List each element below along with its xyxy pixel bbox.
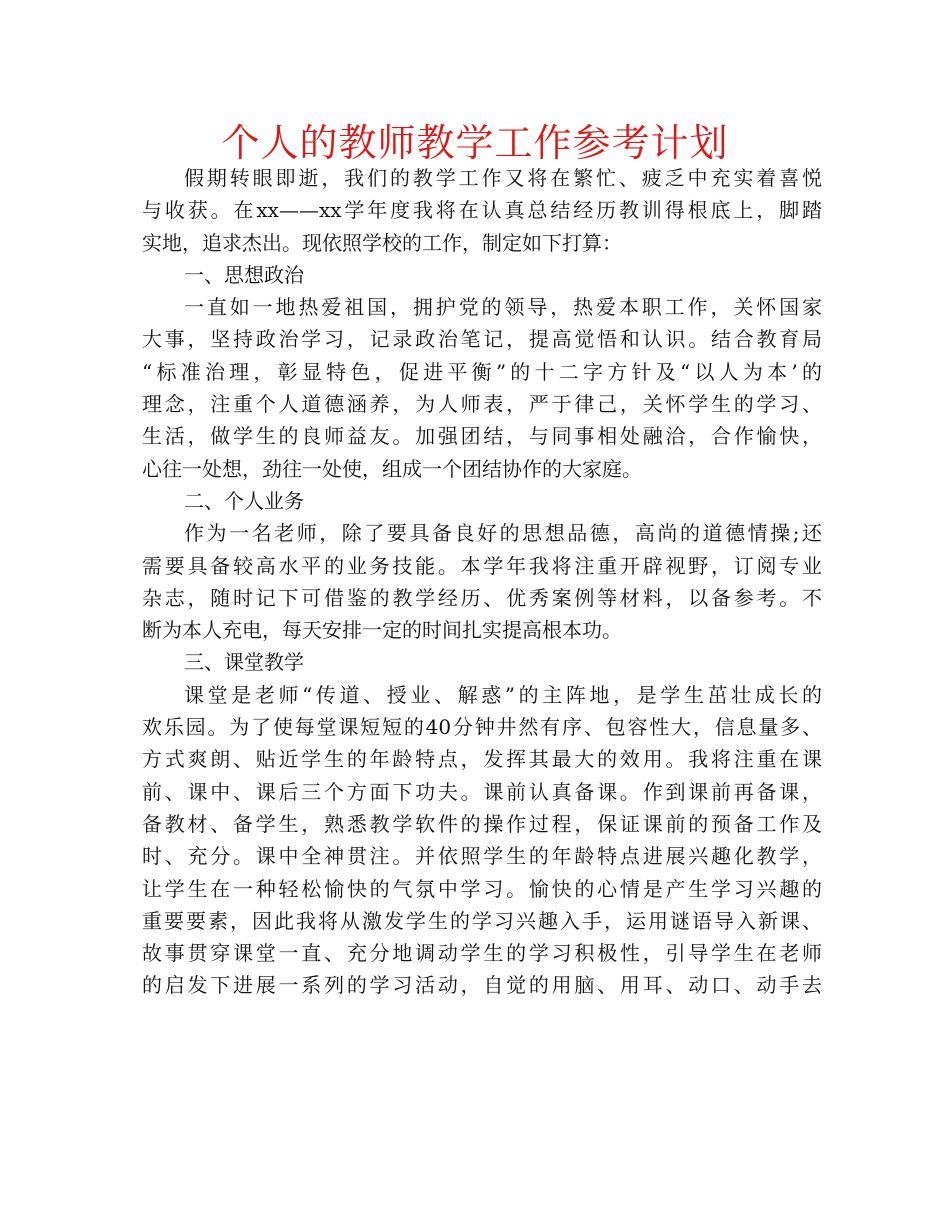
section-heading-personal-work: 二、个人业务 xyxy=(184,488,304,513)
paragraph-line: 的启发下进展一系列的学习活动，自觉的用脑、用耳、动口、动手去 xyxy=(142,973,822,998)
paragraph-line: 重要要素，因此我将从激发学生的学习兴趣入手，运用谜语导入新课、 xyxy=(142,908,822,933)
paragraph-line: 欢乐园。为了使每堂课短短的40分钟井然有序、包容性大，信息量多、 xyxy=(142,715,822,740)
section-heading-classroom-teaching: 三、课堂教学 xyxy=(184,650,304,675)
paragraph-line: 故事贯穿课堂一直、充分地调动学生的学习积极性，引导学生在老师 xyxy=(142,941,822,966)
paragraph-line: 一直如一地热爱祖国，拥护党的领导，热爱本职工作，关怀国家 xyxy=(184,295,822,320)
document-body xyxy=(142,162,822,1002)
paragraph-line: 备教材、备学生，熟悉教学软件的操作过程，保证课前的预备工作及 xyxy=(142,811,822,836)
paragraph-line: 作为一名老师，除了要具备良好的思想品德，高尚的道德情操;还 xyxy=(184,521,822,546)
paragraph-line: 需要具备较高水平的业务技能。本学年我将注重开辟视野，订阅专业 xyxy=(142,553,822,578)
paragraph-line: 断为本人充电，每天安排一定的时间扎实提高根本功。 xyxy=(142,618,622,643)
document-title: 个人的教师教学工作参考计划 xyxy=(221,121,729,165)
paragraph-line: 实地，追求杰出。现依照学校的工作，制定如下打算： xyxy=(142,230,622,255)
paragraph-line: 杂志，随时记下可借鉴的教学经历、优秀案例等材料，以备参考。不 xyxy=(142,585,822,610)
paragraph-line: 生活，做学生的良师益友。加强团结，与同事相处融洽，合作愉快， xyxy=(142,424,822,449)
paragraph-line: 与收获。在xx——xx学年度我将在认真总结经历教训得根底上，脚踏 xyxy=(142,198,822,223)
paragraph-line: 心往一处想，劲往一处使，组成一个团结协作的大家庭。 xyxy=(142,456,642,481)
paragraph-line: 大事，坚持政治学习，记录政治笔记，提高觉悟和认识。结合教育局 xyxy=(142,327,822,352)
paragraph-line: 课堂是老师“传道、授业、解惑”的主阵地，是学生茁壮成长的 xyxy=(184,682,822,707)
paragraph-line: 方式爽朗、贴近学生的年龄特点，发挥其最大的效用。我将注重在课 xyxy=(142,747,822,772)
paragraph-line: 时、充分。课中全神贯注。并依照学生的年龄特点进展兴趣化教学， xyxy=(142,844,822,869)
paragraph-line: 前、课中、课后三个方面下功夫。课前认真备课。作到课前再备课， xyxy=(142,779,822,804)
paragraph-line: 理念，注重个人道德涵养，为人师表，严于律己，关怀学生的学习、 xyxy=(142,392,822,417)
paragraph-line: 假期转眼即逝，我们的教学工作又将在繁忙、疲乏中充实着喜悦 xyxy=(184,166,822,190)
paragraph-line: 让学生在一种轻松愉快的气氛中学习。愉快的心情是产生学习兴趣的 xyxy=(142,876,822,901)
section-heading-thought-politics: 一、思想政治 xyxy=(184,262,304,287)
paragraph-line: “标准治理，彰显特色，促进平衡”的十二字方针及“以人为本’的 xyxy=(142,359,822,384)
